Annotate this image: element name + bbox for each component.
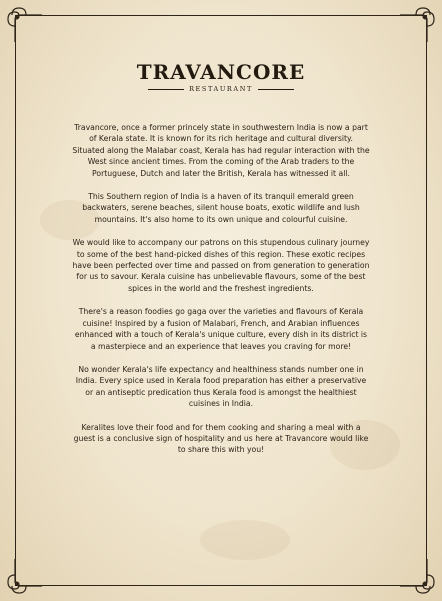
paragraph: No wonder Kerala's life expectancy and healthiness stands number one in India. Every spice used in Kerala food preparation has either a preservative or an antiseptic predication thus Kerala food is amongst the healthiest cuisines in India. bbox=[75, 364, 367, 409]
restaurant-logo bbox=[0, 60, 442, 94]
intro-text bbox=[72, 122, 370, 468]
logo-subtitle: RESTAURANT bbox=[189, 85, 253, 93]
paragraph: There's a reason foodies go gaga over the varieties and flavours of Kerala cuisine! Inspired by a fusion of Malabari, French, and Arabian influences enhanced with a touch of Kerala's unique culture, every dish in its district is a masterpiece and an experience that leaves you craving for more! bbox=[74, 307, 368, 351]
paragraph: Travancore, once a former princely state in southwestern India is now a part of Kerala state. It is known for its rich heritage and cultural diversity. Situated along the Malabar coast, Kerala has had regular interaction with the West since ancient times. From the coming of the Arab traders to the Portuguese, Dutch and later the British, Kerala has witnessed it all. bbox=[72, 123, 370, 178]
corner-ornament-icon bbox=[398, 4, 438, 44]
logo-name: TRAVANCORE bbox=[136, 60, 306, 84]
paragraph: Keralites love their food and for them cooking and sharing a meal with a guest is a conclusive sign of hospitality and us here at Travancore would like to share this with you! bbox=[73, 422, 369, 455]
logo-rule-left bbox=[148, 89, 184, 90]
logo-rule-right bbox=[258, 89, 294, 90]
corner-ornament-icon bbox=[398, 557, 438, 597]
corner-ornament-icon bbox=[4, 4, 44, 44]
logo-subtitle-row bbox=[0, 84, 442, 94]
paragraph: This Southern region of India is a haven of its tranquil emerald green backwaters, serene beaches, silent house boats, exotic wildlife and lush mountains. It's also home to its own unique and colourful cuisine. bbox=[82, 192, 360, 224]
paragraph: We would like to accompany our patrons on this stupendous culinary journey to some of the best hand-picked dishes of this region. These exotic recipes have been perfected over time and passed on from generation to generation for us to savour. Kerala cuisine has unbelievable flavours, some of the best spices in the world and the freshest ingredients. bbox=[72, 238, 370, 293]
corner-ornament-icon bbox=[4, 557, 44, 597]
